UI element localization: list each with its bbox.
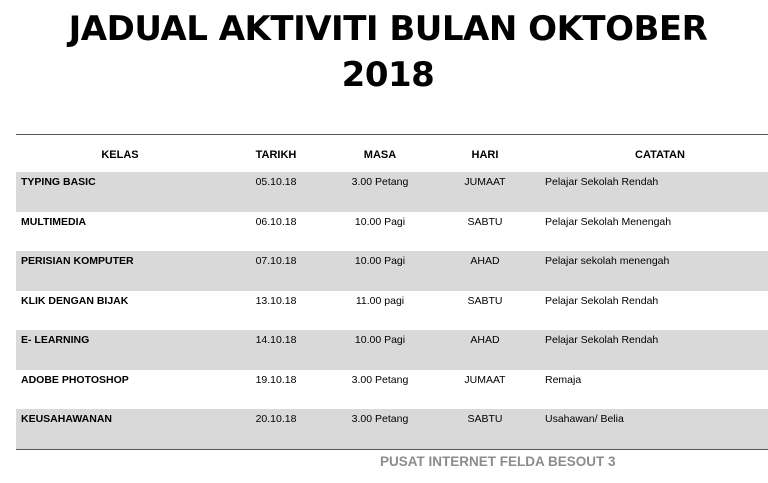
cell-hari: AHAD [470,334,500,346]
cell-catatan: Pelajar Sekolah Rendah [545,294,659,307]
page-title-line-1: JADUAL AKTIVITI BULAN OKTOBER [68,9,708,49]
cell-kelas: ADOBE PHOTOSHOP [21,373,129,386]
cell-tarikh: 07.10.18 [255,255,297,267]
cell-hari: AHAD [470,255,500,267]
cell-kelas: KLIK DENGAN BIJAK [21,294,129,307]
cell-tarikh: 20.10.18 [255,413,297,425]
cell-catatan: Usahawan/ Belia [545,413,624,425]
cell-hari: SABTU [467,413,503,425]
cell-catatan: Pelajar sekolah menengah [545,255,670,267]
schedule-table [16,134,768,450]
page-title-year: 2018 [341,55,435,95]
cell-catatan: Pelajar Sekolah Rendah [545,176,659,188]
cell-catatan: Pelajar Sekolah Menengah [545,215,672,228]
cell-masa: 10.00 Pagi [354,255,406,267]
cell-hari: SABTU [467,294,503,307]
table-row [16,370,768,410]
cell-masa: 3.00 Petang [351,176,409,188]
footer-organization: PUSAT INTERNET FELDA BESOUT 3 [380,454,616,469]
table-row [16,291,768,331]
cell-catatan: Remaja [545,373,582,386]
table-header-row [16,135,768,172]
cell-kelas: PERISIAN KOMPUTER [21,255,134,267]
cell-hari: SABTU [467,215,503,228]
column-header-catatan: CATATAN [635,149,685,161]
cell-catatan: Pelajar Sekolah Rendah [545,334,659,346]
table-row [16,251,768,291]
page-title [0,6,768,98]
cell-kelas: TYPING BASIC [21,176,96,188]
table-row [16,212,768,252]
cell-tarikh: 19.10.18 [255,373,297,386]
column-header-hari: HARI [471,149,499,161]
cell-masa: 11.00 pagi [355,294,405,307]
cell-kelas: MULTIMEDIA [21,215,87,228]
table-row [16,330,768,370]
table-row [16,172,768,212]
column-header-masa: MASA [363,149,397,161]
cell-tarikh: 14.10.18 [255,334,297,346]
cell-tarikh: 06.10.18 [255,215,297,228]
cell-hari: JUMAAT [464,373,506,386]
cell-kelas: KEUSAHAWANAN [21,413,113,425]
table-row [16,409,768,449]
column-header-kelas: KELAS [101,149,139,161]
cell-masa: 10.00 Pagi [354,334,406,346]
cell-masa: 3.00 Petang [351,373,409,386]
cell-tarikh: 05.10.18 [255,176,297,188]
column-header-tarikh: TARIKH [255,149,297,161]
cell-tarikh: 13.10.18 [255,294,297,307]
cell-hari: JUMAAT [464,176,506,188]
cell-masa: 10.00 Pagi [354,215,406,228]
cell-kelas: E- LEARNING [21,334,90,346]
cell-masa: 3.00 Petang [351,413,409,425]
